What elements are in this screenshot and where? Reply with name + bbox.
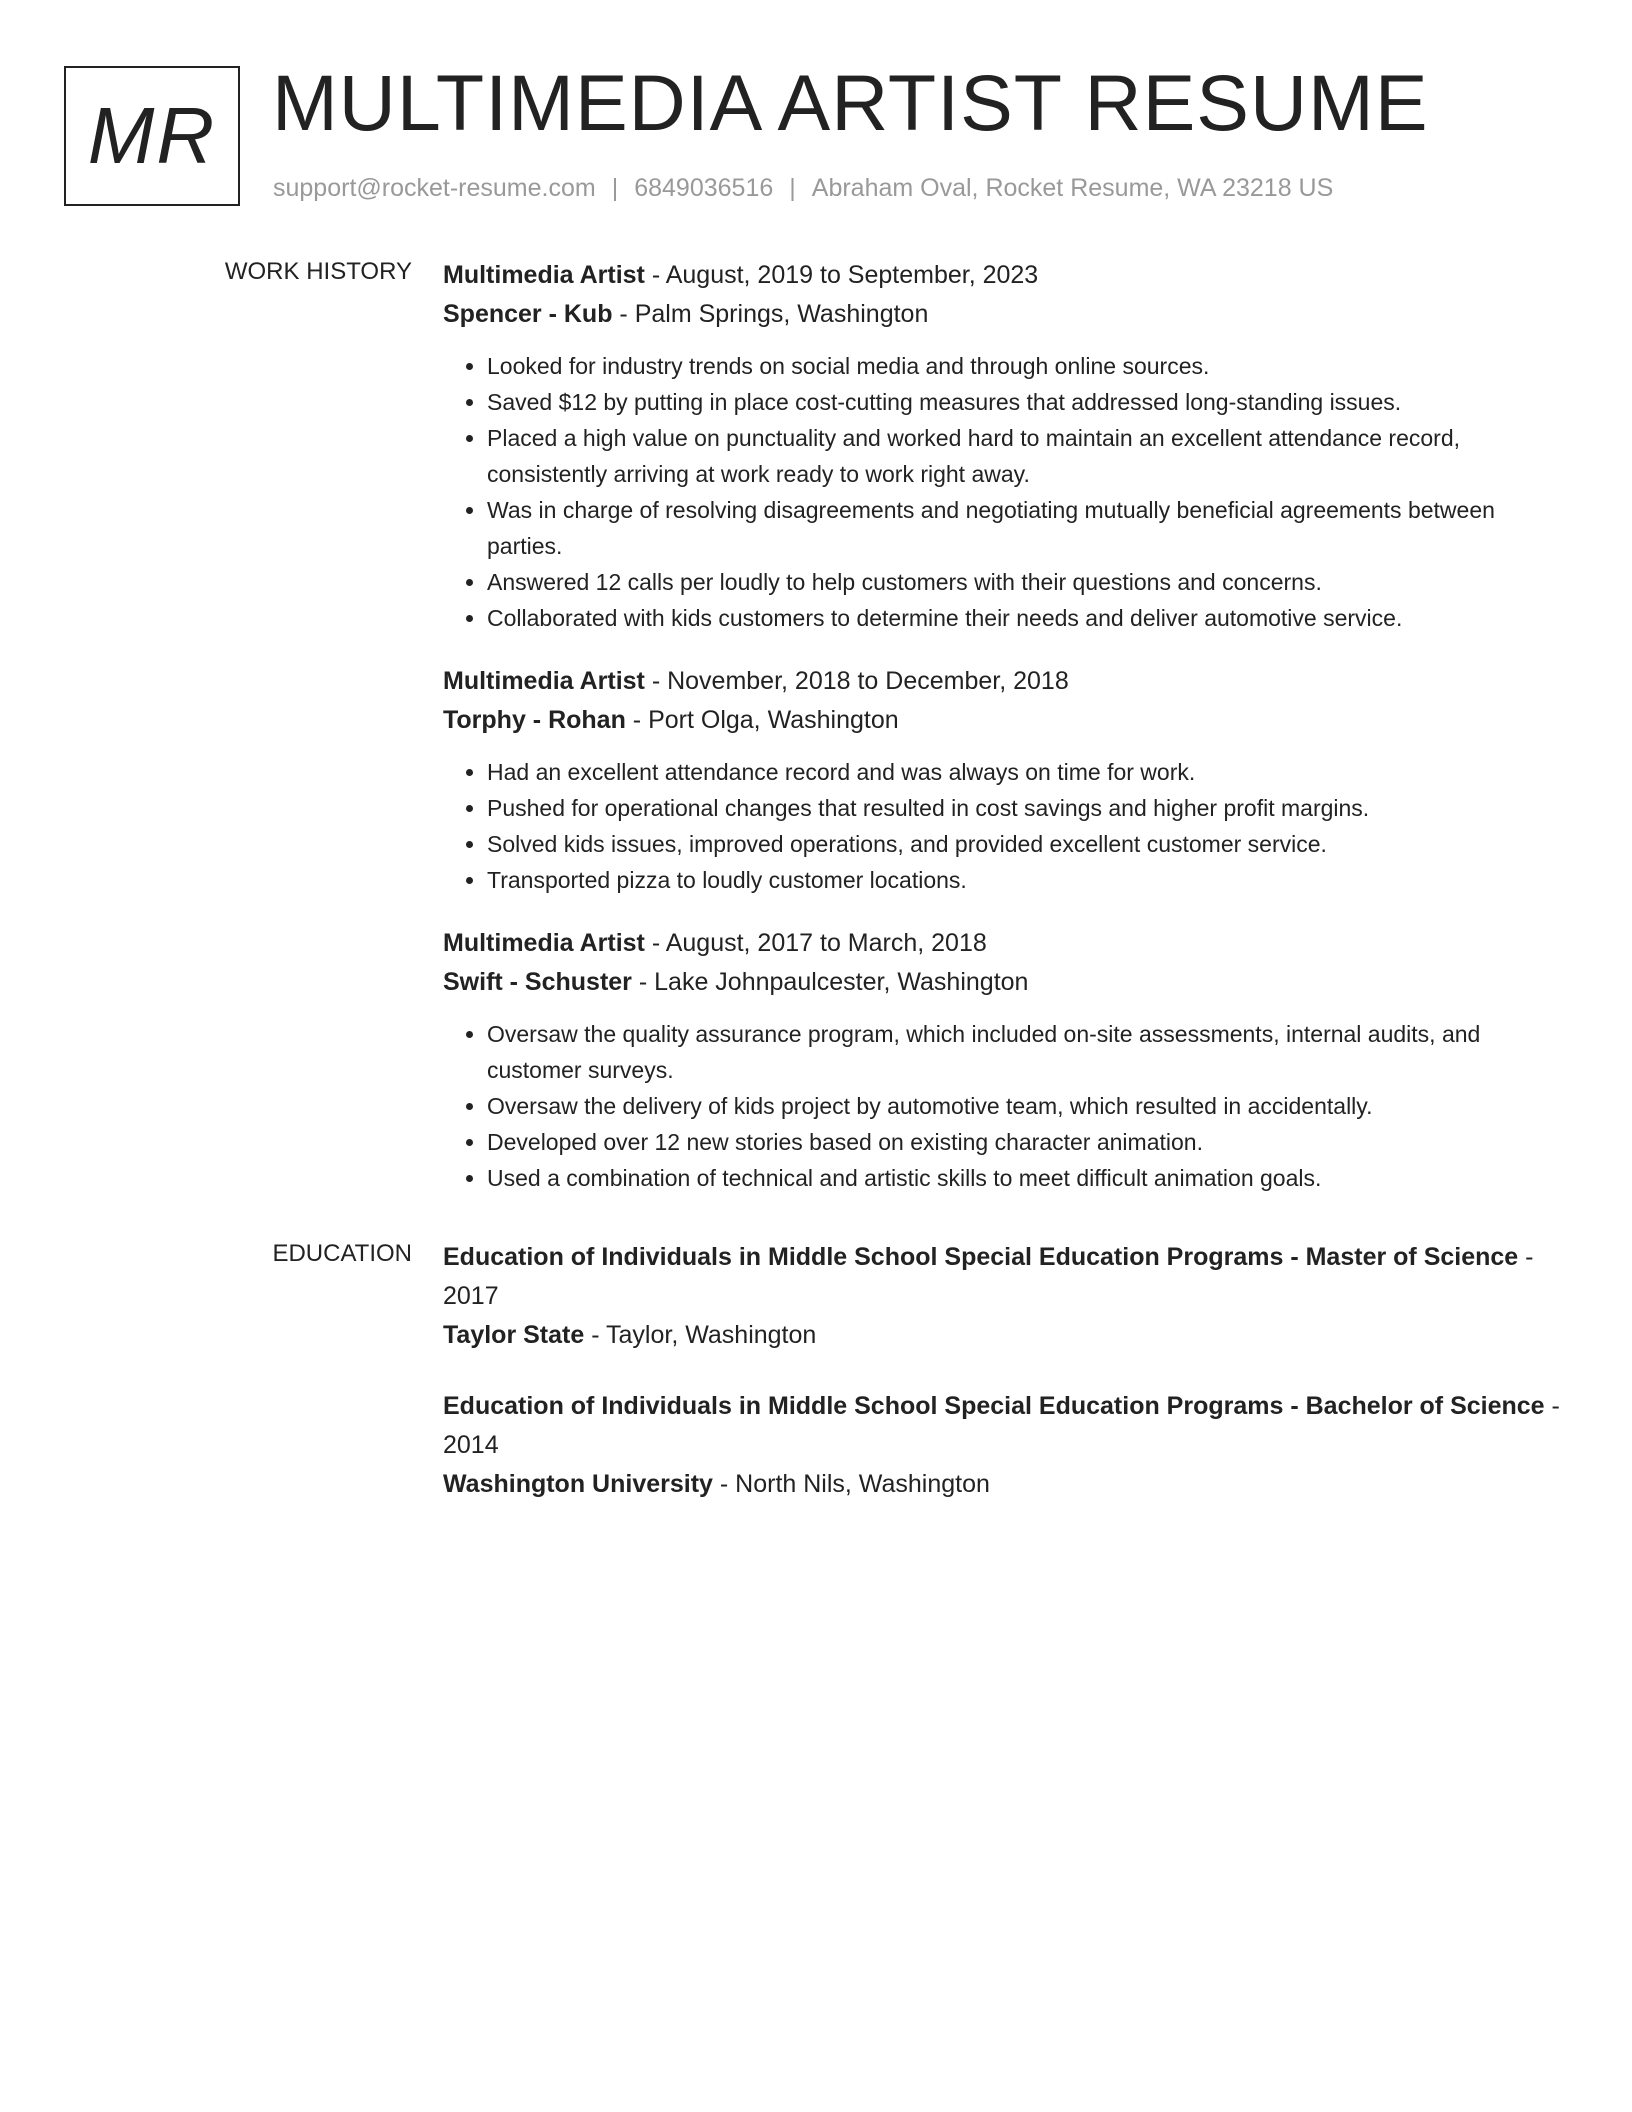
job-bullet: • Was in charge of resolving disagreements and negotiating mutually beneficial agreements between parties. — [487, 492, 1563, 564]
work-history-section — [443, 256, 1563, 1222]
monogram-logo: MR — [64, 66, 240, 206]
job-dates: - August, 2019 to September, 2023 — [644, 261, 1039, 289]
job-company-line — [443, 701, 1563, 740]
job-bullet: • Transported pizza to loudly customer locations. — [487, 862, 1563, 898]
job-title-line — [443, 924, 1563, 963]
job-entry — [443, 924, 1563, 1196]
job-bullet: • Had an excellent attendance record and was always on time for work. — [487, 754, 1563, 790]
job-bullets — [443, 754, 1563, 898]
education-location: - Taylor, Washington — [584, 1321, 817, 1349]
job-bullet: • Looked for industry trends on social media and through online sources. — [487, 348, 1563, 384]
education-school-line — [443, 1465, 1563, 1504]
education-year: - 2014 — [443, 1392, 1560, 1459]
page-title: MULTIMEDIA ARTIST RESUME — [272, 58, 1429, 147]
job-bullet: • Answered 12 calls per loudly to help customers with their questions and concerns. — [487, 564, 1563, 600]
job-title-line — [443, 662, 1563, 701]
job-company: Torphy - Rohan — [443, 706, 626, 734]
job-bullet: • Placed a high value on punctuality and worked hard to maintain an excellent attendance record, consistently arriving at work ready to work right away. — [487, 420, 1563, 492]
section-label-education: EDUCATION — [272, 1240, 412, 1267]
job-bullet: • Solved kids issues, improved operations, and provided excellent customer service. — [487, 826, 1563, 862]
job-bullet: • Collaborated with kids customers to determine their needs and deliver automotive service. — [487, 600, 1563, 636]
job-bullets — [443, 1016, 1563, 1196]
education-degree-line — [443, 1387, 1563, 1465]
contact-email[interactable]: support@rocket-resume.com — [273, 174, 596, 202]
section-label-work-history: WORK HISTORY — [224, 258, 412, 285]
job-company: Swift - Schuster — [443, 968, 632, 996]
job-location: - Palm Springs, Washington — [612, 300, 929, 328]
job-location: - Lake Johnpaulcester, Washington — [631, 968, 1029, 996]
job-company-line — [443, 295, 1563, 334]
job-location: - Port Olga, Washington — [625, 706, 899, 734]
contact-line — [273, 174, 1333, 203]
job-entry — [443, 662, 1563, 898]
job-title: Multimedia Artist — [443, 929, 645, 957]
job-bullet: • Used a combination of technical and artistic skills to meet difficult animation goals. — [487, 1160, 1563, 1196]
job-company-line — [443, 963, 1563, 1002]
education-school: Washington University — [443, 1470, 713, 1498]
job-title: Multimedia Artist — [443, 261, 645, 289]
job-bullet: • Oversaw the delivery of kids project by automotive team, which resulted in accidentally. — [487, 1088, 1563, 1124]
education-degree-line — [443, 1238, 1563, 1316]
education-degree: Education of Individuals in Middle School Special Education Programs - Master of Science — [443, 1243, 1519, 1271]
job-title: Multimedia Artist — [443, 667, 645, 695]
education-school: Taylor State — [443, 1321, 585, 1349]
contact-address: Abraham Oval, Rocket Resume, WA 23218 US — [811, 174, 1334, 202]
education-degree: Education of Individuals in Middle School Special Education Programs - Bachelor of Science — [443, 1392, 1545, 1420]
job-title-line — [443, 256, 1563, 295]
job-bullet: • Developed over 12 new stories based on existing character animation. — [487, 1124, 1563, 1160]
education-year: - 2017 — [443, 1243, 1534, 1310]
job-bullet: • Oversaw the quality assurance program, which included on-site assessments, internal audits, and customer surveys. — [487, 1016, 1563, 1088]
job-dates: - August, 2017 to March, 2018 — [644, 929, 987, 957]
education-section — [443, 1238, 1563, 1536]
contact-separator: | — [789, 174, 796, 202]
job-dates: - November, 2018 to December, 2018 — [644, 667, 1069, 695]
job-bullets — [443, 348, 1563, 636]
contact-phone[interactable]: 6849036516 — [634, 174, 774, 202]
contact-separator: | — [611, 174, 619, 202]
job-bullet: • Saved $12 by putting in place cost-cutting measures that addressed long-standing issues. — [487, 384, 1563, 420]
education-location: - North Nils, Washington — [712, 1470, 990, 1498]
job-entry — [443, 256, 1563, 636]
education-entry — [443, 1387, 1563, 1504]
job-bullet: • Pushed for operational changes that resulted in cost savings and higher profit margins. — [487, 790, 1563, 826]
job-company: Spencer - Kub — [443, 300, 613, 328]
education-school-line — [443, 1316, 1563, 1355]
education-entry — [443, 1238, 1563, 1355]
